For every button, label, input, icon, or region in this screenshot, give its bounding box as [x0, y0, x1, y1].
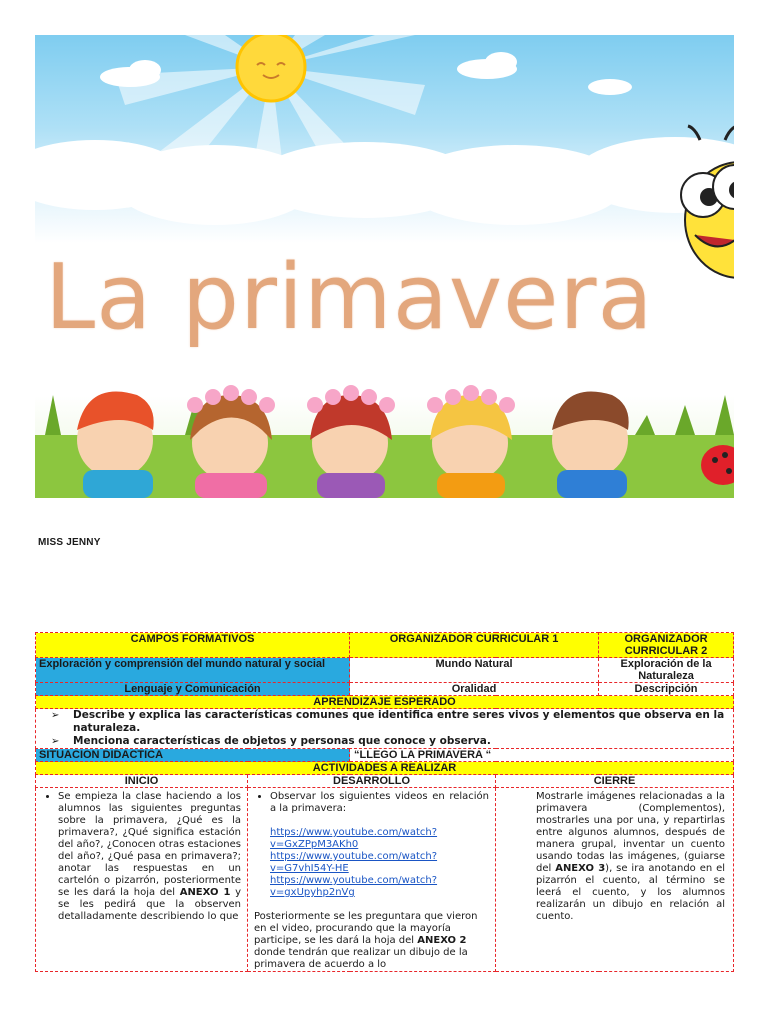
desarrollo-intro: Observar los siguientes videos en relación a la primavera:: [270, 791, 490, 814]
table-row: [36, 775, 734, 788]
table-row: [36, 749, 734, 762]
org1-oralidad: Oralidad: [350, 683, 599, 696]
video-link-1[interactable]: https://www.youtube.com/watch?v=GxZPpM3AKh0: [270, 827, 438, 850]
anexo-3-label: ANEXO 3: [555, 863, 606, 874]
org2-descripcion: Descripción: [599, 683, 734, 696]
inicio-text-b: y se les pedirá que la observen detalladamente describiendo lo que: [58, 887, 241, 922]
anexo-2-label: ANEXO 2: [417, 935, 467, 946]
table-row: [36, 762, 734, 775]
situacion-value: “LLEGO LA PRIMAVERA “: [350, 749, 734, 762]
desarrollo-header: DESARROLLO: [248, 775, 496, 788]
table-row: [36, 788, 734, 972]
video-link-3[interactable]: https://www.youtube.com/watch?v=gxUpyhp2nVg: [270, 875, 438, 898]
inicio-cell: [36, 788, 248, 972]
header-campos: CAMPOS FORMATIVOS: [36, 633, 350, 658]
situacion-label: SITUACION DIDACTICA: [36, 749, 350, 762]
org2-exploracion: Exploración de la Naturaleza: [599, 658, 734, 683]
inicio-header: INICIO: [36, 775, 248, 788]
header-org1: ORGANIZADOR CURRICULAR 1: [350, 633, 599, 658]
actividades-header: ACTIVIDADES A REALIZAR: [36, 762, 734, 775]
inicio-item: [58, 791, 241, 923]
cierre-text-b: ), se ira anotando en el pizarrón el cuento, al término se leerá el cuento, y los alumnos realizarán un dibujo en relación al cuento.: [536, 863, 726, 922]
table-row: [36, 709, 734, 749]
aprendizaje-list-cell: [36, 709, 734, 749]
banner-image: [35, 35, 734, 498]
cierre-cell: [496, 788, 734, 972]
banner-title: La primavera: [45, 245, 654, 350]
desarrollo-list: [254, 791, 489, 899]
aprendizaje-header: APRENDIZAJE ESPERADO: [36, 696, 734, 709]
video-link-2[interactable]: https://www.youtube.com/watch?v=G7vhI54Y-HE: [270, 851, 438, 874]
anexo-1-label: ANEXO 1: [179, 887, 231, 898]
desarrollo-text-b: donde tendrán que realizar un dibujo de la primavera de acuerdo a lo: [254, 947, 468, 970]
teacher-name: MISS JENNY: [38, 537, 101, 548]
desarrollo-cell: [248, 788, 496, 972]
list-item: ➢ Describe y explica las características comunes que identifica entre seres vivos y elementos que observa en la naturaleza.: [73, 709, 730, 735]
table-row: [36, 683, 734, 696]
org1-mundo-natural: Mundo Natural: [350, 658, 599, 683]
lesson-plan-table: [35, 632, 734, 972]
inicio-list: [42, 791, 241, 923]
desarrollo-paragraph: [254, 911, 489, 971]
campo-lenguaje: Lenguaje y Comunicación: [36, 683, 350, 696]
desarrollo-text-a: Posteriormente se les preguntara que vieron en el video, procurando que la mayoría participe, se les dará la hoja del: [254, 911, 478, 946]
list-item: ➢ Menciona características de objetos y personas que conoce y observa.: [73, 735, 730, 748]
table-row: [36, 696, 734, 709]
desarrollo-item: [270, 791, 489, 899]
table-row: [36, 658, 734, 683]
cierre-text-a: Mostrarle imágenes relacionadas a la primavera (Complementos), mostrarles una por una, y repartirlas entre algunos alumnos, después de manera grupal, inventar un cuento usando todas las imágenes, (guiarse del: [536, 791, 726, 874]
header-org2: ORGANIZADOR CURRICULAR 2: [599, 633, 734, 658]
aprendizaje-list: [39, 709, 730, 748]
table-row: [36, 633, 734, 658]
inicio-text-a: Se empieza la clase haciendo a los alumnos las siguientes preguntas sobre la primavera, ¿Qué es la primavera?, ¿Qué significa estación del año?, ¿Conocen otras estaciones del año?, ¿Qué pasa en primavera?; anotar las respuestas en un cartelón o pizarrón, posteriormente se les dará la hoja del: [58, 791, 241, 898]
campo-exploracion: Exploración y comprensión del mundo natural y social: [36, 658, 350, 683]
cierre-header: CIERRE: [496, 775, 734, 788]
sun-icon: [237, 35, 305, 101]
